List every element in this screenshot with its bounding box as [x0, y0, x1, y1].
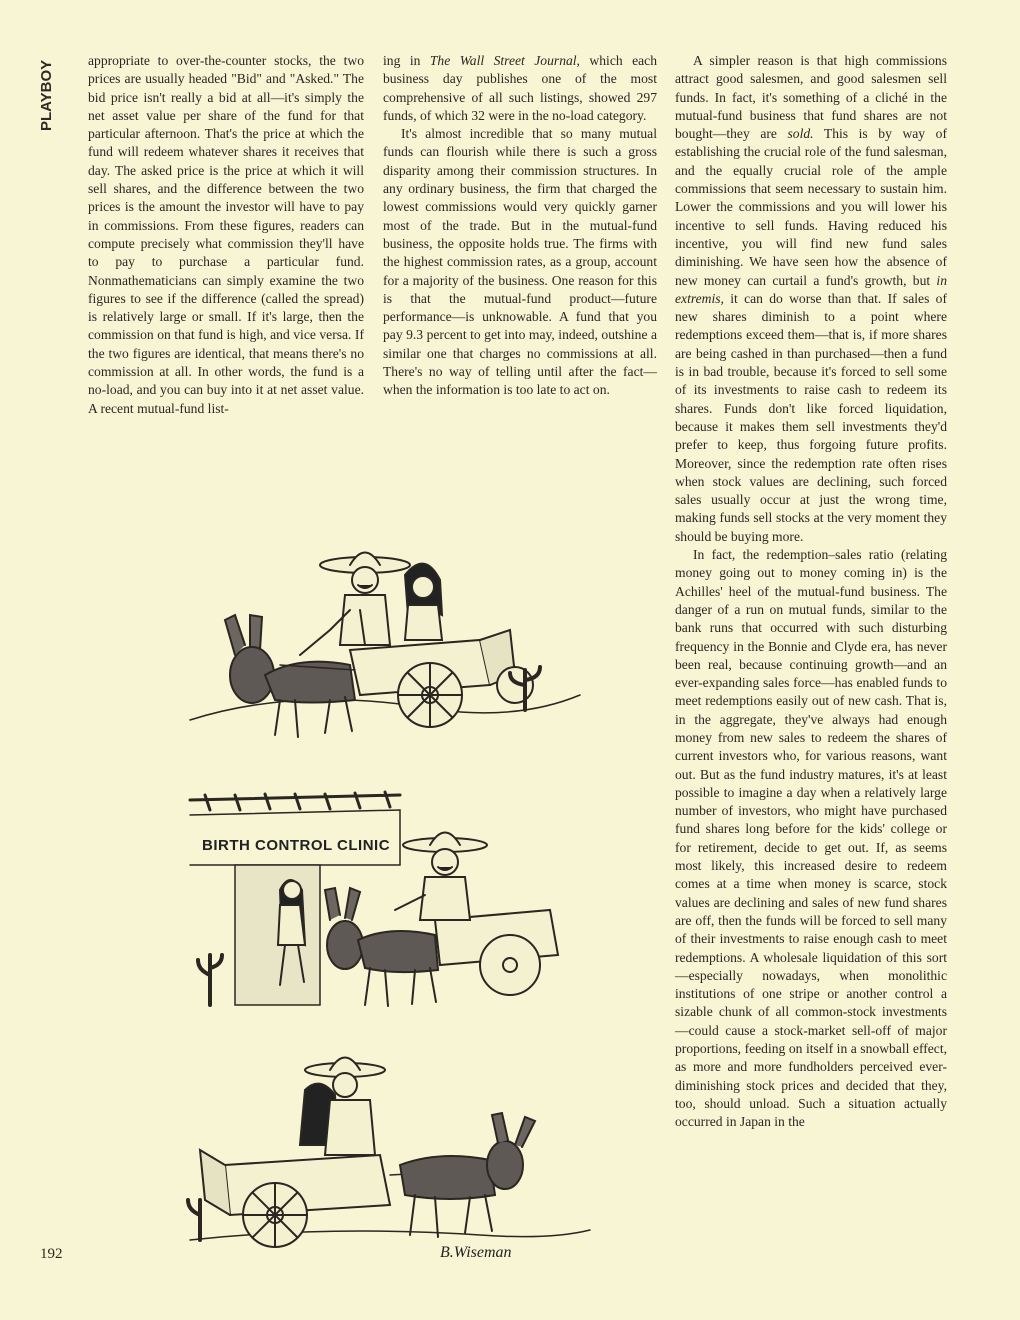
column3-paragraph-2: In fact, the redemption–sales ratio (relating money going out to money coming in) is the Achilles' heel of the mutual-fund business. The danger of a run on mutual funds, similar to the bank runs that occurred with such disturbing frequency in the Bonnie and Clyde era, has never been real, because continuing growth—and an ever-expanding sales force—has enabled funds to meet redemptions easily out of new cash. That is, in the aggregate, they've always had enough money from new sales to redeem the shares of current investors who, for various reasons, want out. But as the fund industry matures, it's at least possible to imagine a day when a relatively large number of investors, who might have purchased fund shares long before for the kids' college or for retirement, decide to get out. If, as seems most likely, this increased desire to redeem comes at a time when money is scarce, stock values are declining and sales of new fund shares are off, then the funds will be forced to sell many of their investments to raise enough cash to meet redemptions. A wholesale liquidation of this sort—especially nowadays, when monolithic institutions of one stripe or another control a sizable chunk of all common-stock investments—could cause a stock-market sell-off of major proportions, feeding on itself in a snowball effect, as more and more fundholders perceived ever-diminishing stock prices and decided that they, too, should unload. Such a situation actually occurred in Japan in the — [675, 547, 947, 1130]
column1-paragraph: appropriate to over-the-counter stocks, the two prices are usually headed "Bid" and "Asked." The bid price isn't really a bid at all—it's simply the net asset value per share of the fund for that particular afternoon. That's the price at which the fund will redeem whatever shares it receives that day. The asked price is the price at which it will sell shares, and the difference between the two prices is the amount the investor will have to pay in commissions. From these figures, readers can compute precisely what commission they'll have to pay to purchase a particular fund. Nonmathematicians can simply examine the two figures to see if the difference (called the spread) is relatively large or small. If it's large, then the commission on that fund is high, and vice versa. If the two figures are identical, that means there's no commission at all. In other words, the fund is a no-load, and you can buy into it at net asset value. A recent mutual-fund list- — [88, 53, 364, 416]
page-number: 192 — [40, 1246, 63, 1262]
cartoon-panel-1 — [180, 535, 600, 750]
cartoonist-signature: B.Wiseman — [440, 1244, 512, 1261]
publication-name: The Wall Street Journal, — [429, 53, 580, 68]
cartoon-panel-3 — [180, 1035, 600, 1270]
column3-paragraph-1: A simpler reason is that high commissions attract good salesmen, and good salesmen sell funds. In fact, it's something of a cliché in the mutual-fund business that fund shares are not bought—they are sold. This is by way of establishing the crucial role of the fund salesman, and the equally crucial role of the ample commissions that seem necessary to sustain him. Lower the commissions and you will lower his incentive to sell funds. Having reduced his incentive, you will find new fund sales diminishing. We have seen how the absence of new money can curtail a fund's growth, but in extremis, it can do worse than that. If sales of new shares diminish to a point where redemptions exceed them—that is, if more shares are being cashed in than purchased—then a fund is in bad trouble, because it's forced to sell some of its investments to raise cash to redeem its shares. Funds don't like forced liquidation, because it makes them sell investments they'd prefer to keep, thus forgoing future profits. Moreover, since the redemption rate often rises when stock values are declining, such forced sales usually occur at just the wrong time, making funds sell stocks at the very moment they should be buying more. — [675, 53, 948, 544]
text-column-3 — [675, 52, 947, 1132]
text-column-2 — [383, 52, 657, 400]
column2-lead-paragraph: ing in The Wall Street Journal, which each business day publishes one of the most comprehensive of all such listings, showed 297 funds, of which 32 were in the no-load category. — [383, 53, 658, 123]
clinic-sign-text: BIRTH CONTROL CLINIC — [202, 837, 391, 854]
cartoon-panel-2 — [180, 770, 600, 1020]
running-head: PLAYBOY — [38, 60, 55, 132]
text-column-1 — [88, 52, 364, 418]
column2-paragraph: It's almost incredible that so many mutual funds can flourish while there is such a gross disparity among their commission structures. In any ordinary business, the firm that charged the lowest commissions would very quickly garner most of the trade. But in the mutual-fund business, the opposite holds true. The firms with the highest commission rates, as a group, account for a majority of the business. One reason for this is that the mutual-fund product—future performance—is unknowable. A fund that you pay 9.3 percent to get into may, indeed, outshine a similar one that charges no commissions at all. There's no way of telling until after the fact—when the information is too late to act on. — [383, 126, 657, 398]
